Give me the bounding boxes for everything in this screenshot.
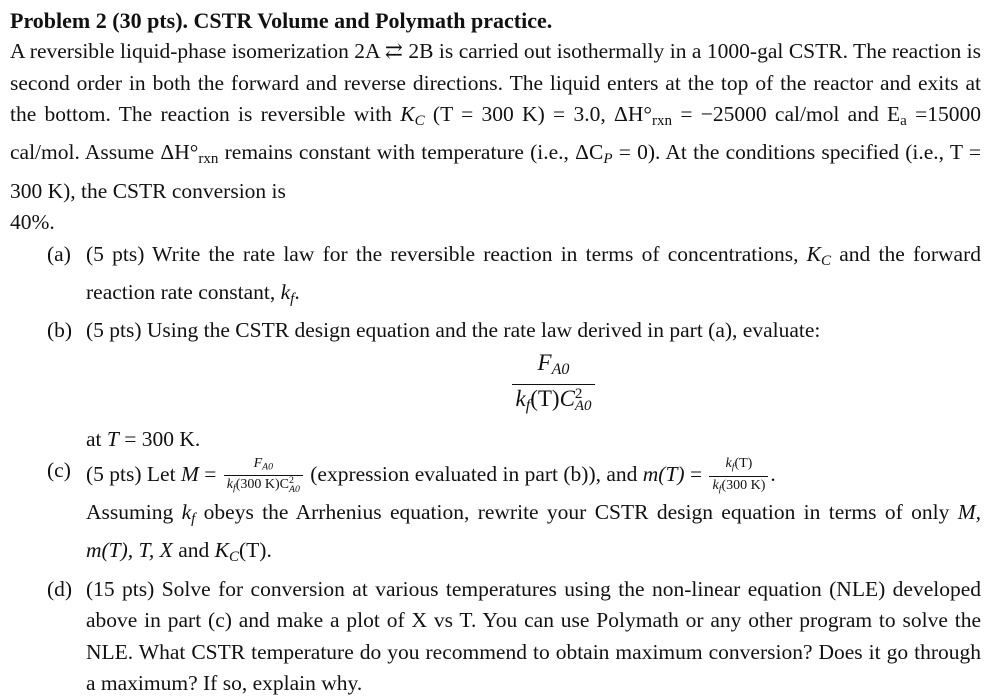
part-b-at-temperature: at T = 300 K. — [86, 426, 201, 451]
cp-subscript: P — [603, 151, 613, 167]
enthalpy2-subscript: rxn — [198, 151, 219, 167]
intro-sentence-1: A reversible liquid-phase isomerization 2A ⇄ 2B is carried out isothermally in a 1000-gal CSTR. The reaction is second order in both the forward and reverse directions. The liquid enters at the top of the reactor and exits at the bottom. The reaction is reversible with — [10, 39, 981, 126]
part-c-mT-fraction: $\frac{k_f(T)}{k_f(300 K)}$ — [709, 455, 768, 497]
part-a-kc-sub: C — [821, 252, 832, 269]
part-c-text-1: (5 pts) Let — [86, 462, 176, 487]
part-b-frac — [512, 349, 594, 420]
activation-value: =15000 cal/mol. Assume ΔH° — [10, 102, 982, 165]
intro-conversion: 40%. — [10, 210, 55, 234]
part-b-frac-denominator: $k_f(T)C$ 2 A0 — [515, 385, 592, 415]
intro-sentence-2: remains constant with temperature (i.e., ΔC — [218, 140, 604, 165]
part-c-mT: m(T) — [642, 462, 685, 487]
part-b-fraction — [126, 347, 981, 424]
activation-subscript: a — [900, 112, 907, 129]
part-d-label: (d) — [47, 576, 73, 601]
part-a-kf: k — [280, 279, 291, 304]
enthalpy-symbol: ΔH° — [614, 102, 652, 126]
part-c-label: (c) — [47, 458, 71, 483]
part-a-text-3: . — [294, 279, 300, 304]
part-c-text-2: (expression evaluated in part (b)), and — [310, 462, 638, 487]
kc-symbol: K — [400, 102, 415, 126]
problem-title: Problem 2 (30 pts). CSTR Volume and Polymath practice. — [10, 8, 553, 33]
enthalpy-value: = −25000 cal/mol and E — [672, 102, 901, 126]
part-b-frac-numerator: $F_{A0}$ — [537, 349, 570, 378]
problem-intro — [10, 36, 981, 239]
part-a-text-2: and the forward reaction rate constant, — [86, 241, 982, 304]
kc-condition: (T = 300 K) = 3.0, — [432, 102, 606, 126]
problem-parts — [10, 239, 981, 700]
part-b — [10, 315, 981, 455]
part-b-label: (b) — [47, 318, 73, 342]
part-a-kc: K — [806, 241, 821, 266]
part-a — [10, 239, 981, 316]
enthalpy-subscript: rxn — [651, 112, 673, 129]
part-c-m-symbol: M — [180, 462, 199, 487]
part-c-m-fraction: $F_{A0}$ $k_f(300$ K)C 2 A0 — [224, 455, 303, 497]
part-b-text: (5 pts) Using the CSTR design equation and the rate law derived in part (a), evaluate: — [86, 318, 821, 342]
part-d-text: (15 pts) Solve for conversion at various temperatures using the non-linear equation (NLE) developed above in part (c) and make a plot of X vs T. You can use Polymath or any other program to solve the NLE. What CSTR temperature do you recommend to obtain maximum conversion? Does it go through a maximum? If so, explain why. — [86, 576, 981, 696]
part-a-text-1: (5 pts) Write the rate law for the reversible reaction in terms of concentrations, — [86, 241, 799, 266]
part-c: (c) (5 pts) Let M = $F_{A0}$ $k_f(300$ K)C 2 A0 (expression evaluated in part (b)), and m(T) = $\frac{k_f(T)}{k_f(300 K)}$ . Assuming $k_f$ obeys the Arrhenius equation, rewrite your CSTR design equation in terms of only M, m(T), T, X and $K_C(T)$. — [10, 455, 981, 574]
part-d — [10, 574, 981, 700]
intro-sentence-3: = 0). At the conditions specified (i.e., T = 300 K), the CSTR conversion is — [10, 140, 981, 203]
part-c-arrhenius-line: Assuming $k_f$ obeys the Arrhenius equation, rewrite your CSTR design equation in terms of only M, m(T), T, X and $K_C(T)$. — [86, 500, 982, 566]
part-a-label: (a) — [47, 241, 71, 266]
kc-subscript: C — [414, 112, 425, 129]
part-a-kf-sub: f — [290, 290, 295, 307]
